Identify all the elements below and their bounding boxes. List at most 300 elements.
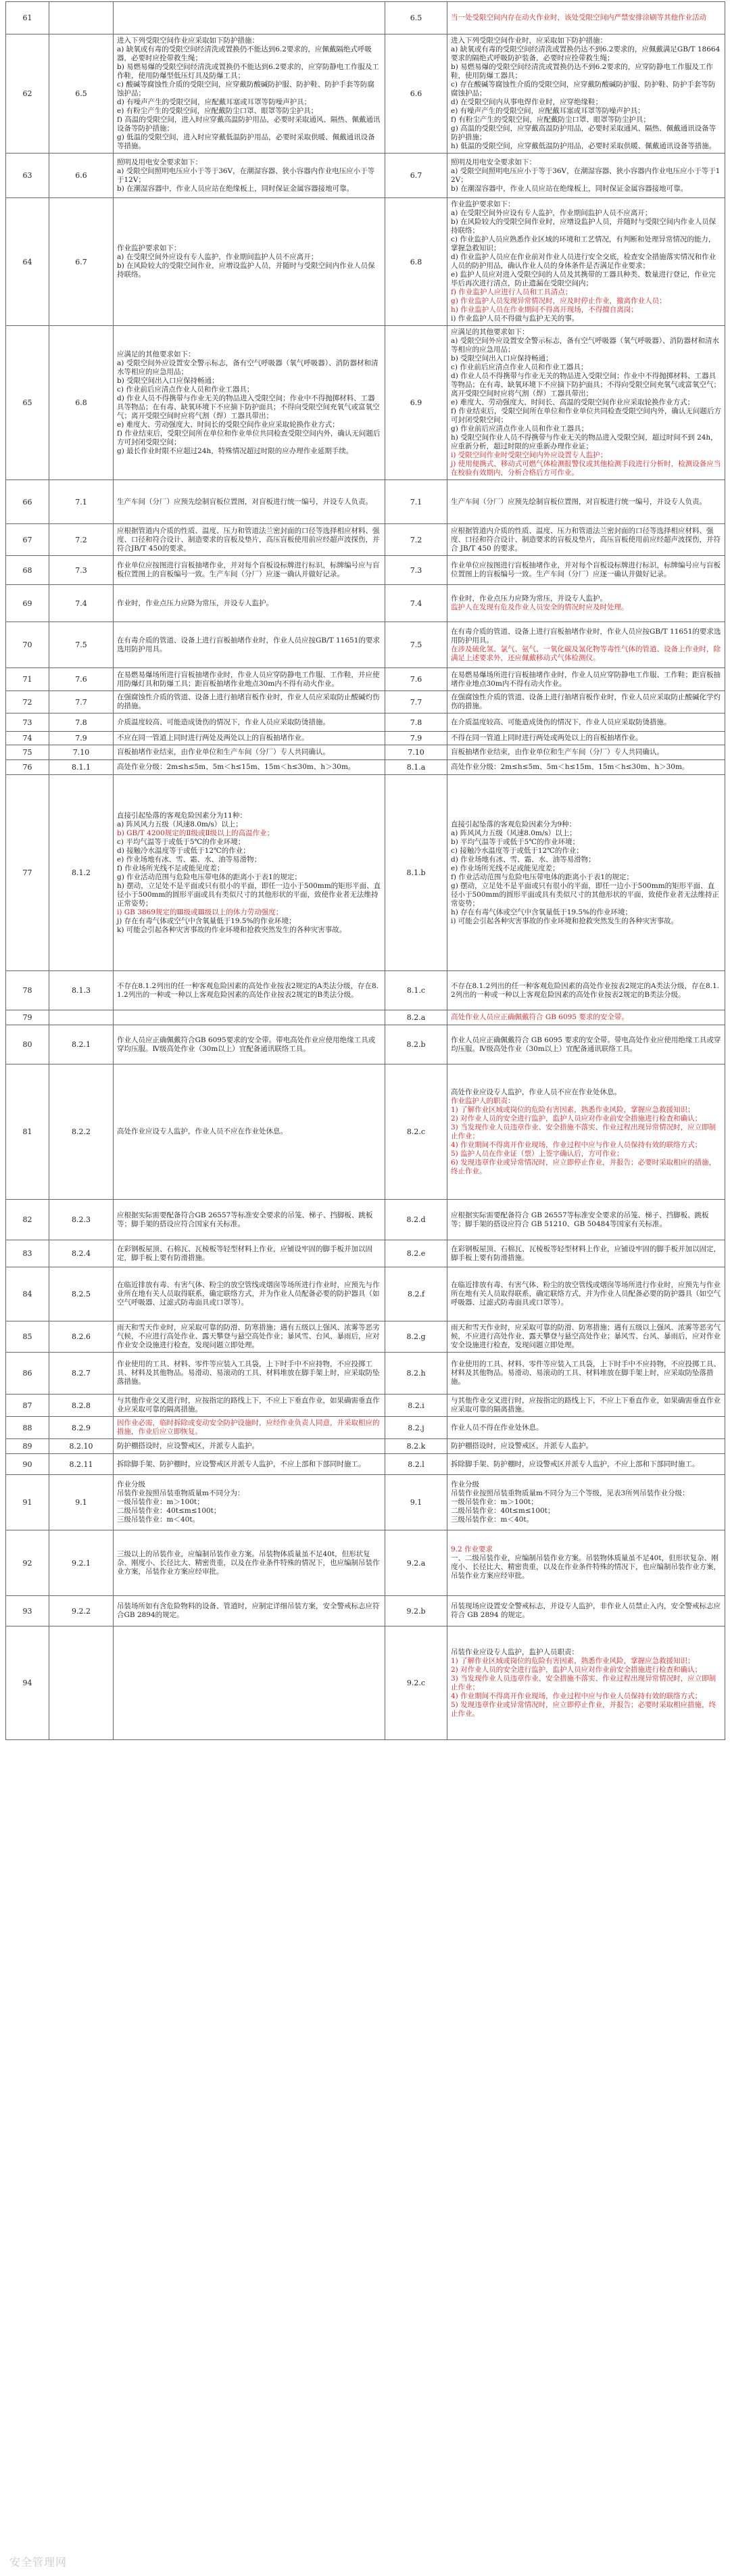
clause-text-line: h) 摆动，立足处不是平面或只有很小的平面，即任一边小于500mm的矩形平面、直径小于500mm的圆形平面或具有类似尺寸的其他形状的平面，致使作业者无法维持正常姿势； bbox=[117, 881, 381, 908]
clause-text-line: 直接引起坠落的客观危险因素分为9种： bbox=[451, 820, 577, 828]
clause-text-line: 作业时，作业点压力应降为常压，并设专人监护。 bbox=[451, 594, 607, 603]
clause-text-line: j) 使用便携式、移动式可燃气体检测报警仪或其他检测手段进行分析时，检测设备应当在校验有效期内，分析合格后方可作业。 bbox=[451, 460, 721, 477]
clause-text-line: 应根据实际需要配备符合GB 26557等标准安全要求的吊笼、梯子、挡脚板、跳板等；脚手架的搭设应符合国家有关标准。 bbox=[117, 1211, 373, 1228]
clause-text-line: 作业使用的工具、材料、零件等应装入工具袋，上下时手中不应持物，不应投掷工具、材料及其他物品。易滑动、易滚动的工具、材料堆放在脚手架上时，应采取防坠落措施。 bbox=[117, 1360, 380, 1386]
row-number: 84 bbox=[6, 1267, 49, 1321]
old-clause-text bbox=[114, 1010, 385, 1025]
clause-text-line: 应满足的其他要求如下： bbox=[117, 350, 195, 358]
old-clause-number bbox=[49, 1626, 114, 1740]
clause-text-line: f) 作业结束后，受限空间所在单位和作业单位共同检查受限空间内外，确认无问题后方可封闭受限空间； bbox=[451, 407, 721, 424]
row-number: 90 bbox=[6, 1454, 49, 1475]
table-row bbox=[6, 1240, 725, 1267]
clause-text-line: a) 受限空间外应设置安全警示标志，备有空气呼吸器（氧气呼吸器）、消防器材和清水等相应的应急用品； bbox=[117, 358, 379, 376]
old-clause-number: 7.9 bbox=[49, 732, 114, 745]
row-number: 80 bbox=[6, 1025, 49, 1064]
new-clause-text bbox=[447, 971, 725, 1010]
table-row bbox=[6, 732, 725, 745]
old-clause-number: 9.2.2 bbox=[49, 1596, 114, 1626]
row-number: 72 bbox=[6, 691, 49, 713]
clause-text-line: 因作业必需，临时拆除或变动安全防护设施时，应经作业负责人同意，并采取相应的措施，作业后应立即恢复。 bbox=[117, 1419, 380, 1436]
old-clause-text bbox=[114, 775, 385, 971]
clause-text-line: 6) 发现违章作业或异常情况时，应立即停止作业，并报告；必要时采取相应的措施，终止作业。 bbox=[451, 1158, 716, 1175]
old-clause-text bbox=[114, 2, 385, 34]
new-clause-number: 8.2.k bbox=[385, 1439, 447, 1454]
clause-text-line: 三级以上的吊装作业，应编制吊装作业方案。吊装物体质量虽不足40t，但形状复杂、刚度小、长径比大、精密贵重，以及在作业条件特殊的情况下，也应编制吊装作业方案，吊装作业方案应经审批。 bbox=[117, 1549, 380, 1576]
row-number: 88 bbox=[6, 1417, 49, 1439]
table-row bbox=[6, 198, 725, 326]
new-clause-number: 8.1.c bbox=[385, 971, 447, 1010]
clause-text-line: 在临近排放有毒、有害气体、粉尘的放空管线或烟囱等场所进行作业时，应预先与作业所在地有关人员取得联系，确定联络方式，并为作业人员配备必要的防护器具（如空气呼吸器、过滤式防毒面具或口罩等）。 bbox=[451, 1281, 721, 1307]
row-number: 74 bbox=[6, 732, 49, 745]
old-clause-text bbox=[114, 760, 385, 775]
clause-text-line: 高处作业应设专人监护，作业人员不应在作业处休息。 bbox=[117, 1127, 287, 1135]
clause-text-line: 高处作业分级：2m≤h≤5m、5m＜h≤15m、15m＜h≤30m、h＞30m。 bbox=[117, 763, 356, 771]
clause-text-line: d) 接触冷水温度等于或低于12℃的作业； bbox=[117, 846, 250, 855]
clause-text-line: 4) 作业期间不得离开作业现场，作业过程中应与作业人员保持有效的联络方式； bbox=[451, 1140, 702, 1149]
new-clause-text bbox=[447, 1321, 725, 1353]
table-row bbox=[6, 1267, 725, 1321]
clause-text-line: i) GB 3869规定的Ⅲ级或Ⅲ级以上的体力劳动强度； bbox=[117, 908, 283, 916]
clause-text-line: 雨天和雪天作业时，应采取可靠的防滑、防寒措施；遇有五级以上强风、浓雾等恶劣气候，不应进行高处作业、露天攀登与悬空高处作业；暴风雪、台风、暴雨后，应对作业安全设施进行检查，发现问题立即处理。 bbox=[117, 1324, 380, 1349]
clause-text-line: 在有毒介质的管道、设备上进行盲板抽堵作业时，作业人员应按GB/T 11651的要求选用防护用具。 bbox=[451, 627, 721, 645]
clause-text-line: 5) 发现违章作业或异常情况时，应立即停止作业，并报告；必要时采取相应措施，终止作业。 bbox=[451, 1700, 716, 1718]
clause-text-line: 盲板抽堵作业结束，由作业单位和生产车间（分厂）专人共同确认。 bbox=[117, 748, 330, 756]
old-clause-text bbox=[114, 585, 385, 622]
clause-text-line: 在临近排放有毒、有害气体、粉尘的放空管线或烟囱等场所进行作业时，应预先与作业所在地有关人员取得联系，确定联络方式，并为作业人员配备必要的防护器具（如空气呼吸器、过滤式防毒面具或口罩等）。 bbox=[117, 1281, 380, 1307]
old-clause-number: 8.2.5 bbox=[49, 1267, 114, 1321]
new-clause-text bbox=[447, 1267, 725, 1321]
clause-text-line: 一级吊装作业：m＞100t； bbox=[117, 1498, 204, 1506]
new-clause-number: 8.2.f bbox=[385, 1267, 447, 1321]
new-clause-number: 6.8 bbox=[385, 198, 447, 326]
clause-text-line: 1) 了解作业区域或岗位的危险有害因素，熟悉作业风险，掌握应急救援知识； bbox=[451, 1105, 695, 1114]
clause-text-line: 2) 对作业人员的安全进行监护，监护人员应对作业前安全措施进行检查和确认； bbox=[451, 1114, 702, 1123]
clause-text-line: 吊装作业应设专人监护，监护人员职责： bbox=[451, 1647, 579, 1656]
clause-text-line: 作业人员应正确佩戴符合 GB 6095 要求的安全带。带电高处作业应使用绝缘工具或穿均压服。Ⅳ级高处作业（30m以上）宜配备通讯联络工具。 bbox=[451, 1035, 721, 1053]
new-clause-text bbox=[447, 556, 725, 585]
clause-text-line: 不得在同一管道上同时进行两处或两处以上的盲板抽堵作业。 bbox=[451, 734, 643, 742]
old-clause-number: 7.10 bbox=[49, 745, 114, 760]
row-number: 65 bbox=[6, 326, 49, 480]
clause-text-line: 吊装作业按照吊装重物质量m不同分为： bbox=[117, 1489, 245, 1497]
clause-text-line: b) 受限空间出入口应保持畅通； bbox=[117, 376, 219, 385]
new-clause-number: 8.2.h bbox=[385, 1353, 447, 1395]
clause-text-line: b) GB/T 4200规定的Ⅱ级或Ⅱ级以上的高温作业； bbox=[117, 828, 274, 837]
clause-text-line: b) 易燃易爆的受限空间经清洗或置换仍达不到6.2要求的，应穿防静电工作服及工作鞋，使用防爆工器具； bbox=[451, 63, 713, 80]
table-row bbox=[6, 1395, 725, 1417]
old-clause-number: 8.1.2 bbox=[49, 775, 114, 971]
old-clause-text bbox=[114, 1353, 385, 1395]
clause-text-line: g) 摆动，立足处不是平面或只有很小的平面，即任一边小于500mm的矩形平面、直径小于500mm的圆形平面或具有类似尺寸的其他形状的平面，致使作业者无法维持正常姿势； bbox=[451, 881, 719, 908]
old-clause-number: 8.2.4 bbox=[49, 1240, 114, 1267]
clause-text-line: a) 阵风风力五级（风速8.0m/s）以上； bbox=[117, 820, 243, 828]
old-clause-number: 7.4 bbox=[49, 585, 114, 622]
old-clause-number: 7.8 bbox=[49, 713, 114, 732]
row-number: 69 bbox=[6, 585, 49, 622]
table-row bbox=[6, 326, 725, 480]
clause-text-line: 在彩钢板屋顶、石棉瓦、瓦棱板等轻型材料上作业，应铺设牢固的脚手板并加以固定，脚手板上要有防滑措施。 bbox=[451, 1244, 721, 1262]
table-row bbox=[6, 1454, 725, 1475]
new-clause-text bbox=[447, 622, 725, 668]
old-clause-text bbox=[114, 971, 385, 1010]
table-row bbox=[6, 971, 725, 1010]
new-clause-number: 8.2.j bbox=[385, 1417, 447, 1439]
table-body bbox=[6, 2, 725, 1740]
new-clause-number: 6.5 bbox=[385, 2, 447, 34]
old-clause-text bbox=[114, 668, 385, 691]
clause-text-line: d) 在受限空间内从事电焊作业时，应穿绝缘鞋； bbox=[451, 98, 603, 106]
old-clause-number: 9.2.1 bbox=[49, 1530, 114, 1596]
row-number: 78 bbox=[6, 971, 49, 1010]
table-row bbox=[6, 34, 725, 154]
clause-text-line: g) 作业监护人员发现异常情况时，应及时停止作业，撤离作业人员； bbox=[451, 297, 666, 305]
clause-text-line: 作业单位应按图进行盲板抽堵作业，并对每个盲板设标牌进行标识，标牌编号应与盲板位置图上的盲板编号一致。生产车间（分厂）应逐一确认并做好记录。 bbox=[451, 561, 721, 578]
clause-text-line: a) 阵风风力五级（风速8.0m/s）以上； bbox=[451, 828, 577, 837]
clause-text-line: 拆除脚手架、防护棚时，应设警戒区并派专人监护，不应上部和下部同时施工。 bbox=[451, 1459, 700, 1468]
new-clause-text bbox=[447, 154, 725, 198]
clause-text-line: b) 在风险较大的受限空间作业时，应增设监护人员，并随时与受限空间内作业人员保持联络； bbox=[451, 218, 716, 235]
new-clause-number: 7.3 bbox=[385, 556, 447, 585]
old-clause-number: 8.2.1 bbox=[49, 1025, 114, 1064]
clause-text-line: i) 作业监护人员不得做与监护无关的事。 bbox=[451, 314, 579, 323]
new-clause-text bbox=[447, 760, 725, 775]
clause-text-line: 应根据管道内介质的性质、温度、压力和管道法兰密封面的口径等选择相应材料、强度、口径和符合设计、制造要求的盲板及垫片，高压盲板使用前应经超声波探伤，并符合 JB/T 450 的要求。 bbox=[451, 526, 721, 553]
old-clause-text bbox=[114, 745, 385, 760]
old-clause-text bbox=[114, 1240, 385, 1267]
table-row bbox=[6, 691, 725, 713]
table-row bbox=[6, 760, 725, 775]
clause-text-line: d) 有噪声产生的受限空间，应配戴耳塞或耳罩等防噪声护具； bbox=[117, 98, 312, 106]
clause-text-line: c) 作业前后应清点作业人员和作业工器具； bbox=[451, 363, 588, 371]
new-clause-number: 8.2.d bbox=[385, 1200, 447, 1240]
clause-text-line: 在强腐蚀性介质的管道、设备上进行抽堵盲板作业时，作业人员应采取防止酸碱灼伤的措施。 bbox=[117, 693, 380, 710]
clause-text-line: 高处作业人员应正确佩戴符合 GB 6095 要求的安全带。 bbox=[451, 1013, 629, 1021]
clause-text-line: 监护人在发现有危及作业人员安全的情况时应及时处理。 bbox=[451, 603, 629, 611]
old-clause-text bbox=[114, 1417, 385, 1439]
new-clause-text bbox=[447, 1417, 725, 1439]
clause-text-line: 一级吊装作业：m＞100t； bbox=[451, 1498, 538, 1506]
new-clause-number: 7.5 bbox=[385, 622, 447, 668]
clause-text-line: 3) 当发现作业人员违章作业、安全措施不落实、作业过程出现异常情况时，应立即制止作业； bbox=[451, 1123, 716, 1140]
row-number: 77 bbox=[6, 775, 49, 971]
new-clause-text bbox=[447, 1596, 725, 1626]
new-clause-text bbox=[447, 668, 725, 691]
table-row bbox=[6, 1596, 725, 1626]
old-clause-text bbox=[114, 1025, 385, 1064]
old-clause-text bbox=[114, 34, 385, 154]
old-clause-number: 8.2.11 bbox=[49, 1454, 114, 1475]
clause-text-line: 拆除脚手架、防护棚时，应设警戒区并派专人监护，不应上部和下部同时施工。 bbox=[117, 1459, 366, 1468]
row-number: 68 bbox=[6, 556, 49, 585]
row-number: 79 bbox=[6, 1010, 49, 1025]
clause-text-line: a) 缺氧或有毒的受限空间经清洗或置换仍不能达到6.2要求的，应佩戴隔绝式呼吸器，必要时应拴带救生绳； bbox=[117, 45, 372, 62]
new-clause-text bbox=[447, 1454, 725, 1475]
clause-text-line: 4) 作业期间不得离开作业现场，作业过程中应与作业人员保持有效的联络方式； bbox=[451, 1691, 702, 1700]
new-clause-number: 9.2.c bbox=[385, 1626, 447, 1740]
watermark-text: 安全管理网 bbox=[9, 2556, 68, 2569]
clause-text-line: 当一处受限空间内存在动火作业时，该处受限空间内严禁安排涂刷等其他作业活动 bbox=[451, 14, 706, 22]
clause-text-line: k) 可能会引起各种灾害事故的作业环境和抢救突然发生的各种灾害事故。 bbox=[117, 925, 347, 934]
new-clause-number: 9.1 bbox=[385, 1475, 447, 1530]
clause-text-line: 在易燃易爆场所进行盲板抽堵作业时，作业人员应穿防静电工作服、工作鞋；距盲板抽堵作业地点30m内不得有动火作业。 bbox=[451, 670, 721, 688]
clause-text-line: 盲板抽堵作业结束，由作业单位和生产车间（分厂）专人共同确认。 bbox=[451, 748, 664, 756]
clause-text-line: g) 作业前后应清点作业人员和作业工器具； bbox=[451, 425, 589, 433]
clause-text-line: j) 存在有毒气体或空气中含氧量低于19.5%的作业环境； bbox=[117, 916, 296, 925]
old-clause-number: 8.2.3 bbox=[49, 1200, 114, 1240]
new-clause-number: 8.2.i bbox=[385, 1395, 447, 1417]
old-clause-text bbox=[114, 1626, 385, 1740]
old-clause-number: 7.3 bbox=[49, 556, 114, 585]
old-clause-text bbox=[114, 713, 385, 732]
table-row bbox=[6, 775, 725, 971]
clause-text-line: a) 缺氧或有毒的受限空间经清洗或置换仍达不到6.2要求的，应佩戴满足GB/T 18664要求的隔绝式呼吸防护装备，必要时应拴带救生绳； bbox=[451, 45, 721, 62]
old-clause-number: 8.2.8 bbox=[49, 1395, 114, 1417]
new-clause-text bbox=[447, 480, 725, 524]
clause-text-line: 作业人员不得在作业处休息。 bbox=[451, 1423, 543, 1432]
row-number: 62 bbox=[6, 34, 49, 154]
clause-text-line: 作业监护要求如下： bbox=[117, 244, 181, 252]
clause-text-line: 作业时，作业点压力应降为常压，并设专人监护。 bbox=[117, 599, 273, 607]
clause-text-line: 防护棚搭设时，应设警戒区，并派专人监护。 bbox=[117, 1442, 259, 1450]
new-clause-text bbox=[447, 2, 725, 34]
clause-text-line: 不应在同一管道上同时进行两处及两处以上的盲板抽堵作业。 bbox=[117, 734, 309, 742]
new-clause-text bbox=[447, 585, 725, 622]
clause-text-line: b) 在潮湿容器中，作业人员应站在绝缘板上，同时保证金属容器接地可靠。 bbox=[451, 184, 688, 193]
new-clause-number: 7.4 bbox=[385, 585, 447, 622]
table-row bbox=[6, 1626, 725, 1740]
old-clause-text bbox=[114, 732, 385, 745]
clause-text-line: a) 受限空间照明电压应小于等于36V，在潮湿容器、狭小容器内作业电压应小于等于12V； bbox=[117, 166, 375, 184]
row-number: 89 bbox=[6, 1439, 49, 1454]
new-clause-text bbox=[447, 1025, 725, 1064]
clause-text-line: b) 受限空间出入口应保持畅通； bbox=[451, 354, 553, 362]
new-clause-number: 7.8 bbox=[385, 713, 447, 732]
old-clause-number: 7.5 bbox=[49, 622, 114, 668]
clause-text-line: e) 监护人员应对进入受限空间的人员及其携带的工器具种类、数量进行登记，作业完毕后再次进行清点，防止遗漏在受限空间内； bbox=[451, 271, 716, 287]
row-number: 93 bbox=[6, 1596, 49, 1626]
clause-text-line: h) 受限空间作业人员不得携带与作业无关的物品进入受限空间，超过时间不到 24h，应重新分析，超过时限的应重新办理作业证； bbox=[451, 434, 718, 450]
new-clause-text bbox=[447, 1439, 725, 1454]
new-clause-text bbox=[447, 691, 725, 713]
row-number: 70 bbox=[6, 622, 49, 668]
clause-text-line: d) 作业场地有冰、雪、霜、水、油等易滑物； bbox=[451, 855, 595, 864]
clause-text-line: 照明及用电安全要求如下： bbox=[117, 158, 202, 166]
old-clause-number: 7.1 bbox=[49, 480, 114, 524]
clause-text-line: f) 作业结束后，受限空间所在单位和作业单位共同检查受限空间内外，确认无问题后方可封闭受限空间； bbox=[117, 429, 381, 446]
old-clause-text bbox=[114, 556, 385, 585]
new-clause-number: 6.7 bbox=[385, 154, 447, 198]
clause-text-line: 高处作业应设专人监护，作业人员不应在作业处休息。 bbox=[451, 1087, 621, 1096]
clause-text-line: 生产车间（分厂）应预先绘制盲板位置图，对盲板进行统一编号，并设专人负责。 bbox=[451, 497, 706, 506]
old-clause-number: 7.2 bbox=[49, 524, 114, 556]
clause-text-line: 应根据管道内介质的性质、温度、压力和管道法兰密封面的口径等选择相应材料、强度、口径和符合设计、制造要求的盲板及垫片，高压盲板使用前应经超声波探伤，并符合JB/T 450的要求。 bbox=[117, 526, 380, 553]
new-clause-number: 8.1.b bbox=[385, 775, 447, 971]
old-clause-text bbox=[114, 198, 385, 326]
row-number: 81 bbox=[6, 1064, 49, 1200]
row-number: 82 bbox=[6, 1200, 49, 1240]
old-clause-number: 8.2.7 bbox=[49, 1353, 114, 1395]
new-clause-text bbox=[447, 1010, 725, 1025]
clause-text-line: 9.2 作业要求 bbox=[451, 1545, 493, 1553]
clause-text-line: 介质温度较高、可能造成烫伤的情况下，作业人员应采取防烫措施。 bbox=[117, 718, 330, 726]
old-clause-text bbox=[114, 1530, 385, 1596]
clause-text-line: 在易燃易爆场所进行盲板抽堵作业时，作业人员应穿防静电工作服、工作鞋，并应使用防爆灯具和防爆工具；距盲板抽堵作业地点30m内不得有动火作业。 bbox=[117, 670, 380, 688]
old-clause-text bbox=[114, 1454, 385, 1475]
old-clause-text bbox=[114, 1064, 385, 1200]
clause-text-line: 在有毒介质的管道、设备上进行盲板抽堵作业时，作业人员应按GB/T 11651的要求选用防护用具。 bbox=[117, 636, 380, 653]
clause-text-line: h) 作业监护人员在作业期间不得离开现场，不得擅自离岗； bbox=[451, 306, 638, 314]
row-number: 87 bbox=[6, 1395, 49, 1417]
old-clause-text bbox=[114, 154, 385, 198]
row-number: 75 bbox=[6, 745, 49, 760]
clause-text-line: c) 接触冷水温度等于或低于12℃的作业； bbox=[451, 846, 583, 855]
old-clause-text bbox=[114, 524, 385, 556]
new-clause-text bbox=[447, 1475, 725, 1530]
new-clause-number: 6.9 bbox=[385, 326, 447, 480]
clause-text-line: 不存在8.1.2列出的任一种客观危险因素的高处作业按表2规定的A类法分级，存在8.1.2列出的一种或一种以上客观危险因素的高处作业按表2规定的B类法分级。 bbox=[117, 981, 379, 999]
old-clause-text bbox=[114, 1321, 385, 1353]
clause-text-line: f) 有粉尘产生的受限空间，应配戴防尘口罩、眼罩等防尘护具； bbox=[451, 116, 650, 124]
clause-text-line: d) 作业人员不得携带与作业无关的物品进入受限空间；作业中不得抛掷材料、工器具等物品；在有毒、缺氧环境下不应摘下防护面具；不得向受限空间充氧气或富氧空气；离开受限空间时应将气割（焊）工器具带出； bbox=[451, 372, 721, 398]
old-clause-number: 8.1.3 bbox=[49, 971, 114, 1010]
clause-text-line: e) 作业场地有冰、雪、霜、水、油等易滑物； bbox=[117, 855, 262, 864]
clause-text-line: a) 受限空间照明电压应小于等于36V，在潮湿容器、狭小容器内作业电压应小于等于12V； bbox=[451, 166, 721, 184]
row-number: 91 bbox=[6, 1475, 49, 1530]
new-clause-text bbox=[447, 1240, 725, 1267]
old-clause-number: 8.1.1 bbox=[49, 760, 114, 775]
clause-text-line: 三级吊装作业：m＜40t。 bbox=[117, 1516, 200, 1524]
new-clause-text bbox=[447, 34, 725, 154]
new-clause-number: 8.2.g bbox=[385, 1321, 447, 1353]
clause-text-line: c) 平均气温等于或低于5℃的作业环境； bbox=[117, 837, 245, 846]
table-row bbox=[6, 713, 725, 732]
table-row bbox=[6, 2, 725, 34]
table-row bbox=[6, 524, 725, 556]
new-clause-number: 7.1 bbox=[385, 480, 447, 524]
old-clause-number: 6.8 bbox=[49, 326, 114, 480]
table-row bbox=[6, 1321, 725, 1353]
clause-text-line: 吊装作业按照吊装重物质量m不同分为三个等级，见表3所列吊装作业分级： bbox=[451, 1489, 689, 1497]
table-row bbox=[6, 1530, 725, 1596]
clause-text-line: 二级吊装作业：40t≤m≤100t； bbox=[117, 1507, 221, 1515]
clause-text-line: 与其他作业交叉进行时，应按指定的路线上下，不应上下垂直作业，如果确需垂直作业应采取可靠的隔离措施。 bbox=[117, 1397, 380, 1413]
new-clause-text bbox=[447, 1064, 725, 1200]
new-clause-number: 8.2.l bbox=[385, 1454, 447, 1475]
clause-text-line: 在彩钢板屋顶、石棉瓦、瓦棱板等轻型材料上作业，应铺设牢固的脚手板并加以固定，脚手板上要有防滑措施。 bbox=[117, 1244, 372, 1262]
clause-text-line: 二级吊装作业：40t≤m≤100t； bbox=[451, 1507, 555, 1515]
new-clause-number: 7.10 bbox=[385, 745, 447, 760]
clause-text-line: e) 有噪声产生的受限空间，应配戴耳塞或耳罩等防噪声护具； bbox=[451, 107, 645, 115]
clause-text-line: 作业分级 bbox=[451, 1480, 479, 1489]
row-number: 63 bbox=[6, 154, 49, 198]
clause-text-line: e) 难度大、劳动强度大、时间长、高温的受限空间作业应采取轮换作业方式； bbox=[451, 398, 695, 406]
clause-text-line: 作业监护要求如下： bbox=[451, 200, 515, 208]
table-row bbox=[6, 556, 725, 585]
table-row bbox=[6, 585, 725, 622]
new-clause-number: 8.2.e bbox=[385, 1240, 447, 1267]
clause-text-line: 高处作业分级：2m≤h≤5m、5m＜h≤15m、15m＜h≤30m、h＞30m。 bbox=[451, 763, 689, 771]
clause-text-line: 直接引起坠落的客观危险因素分为11种： bbox=[117, 811, 247, 820]
new-clause-number: 9.2.b bbox=[385, 1596, 447, 1626]
old-clause-text bbox=[114, 622, 385, 668]
old-clause-number: 6.7 bbox=[49, 198, 114, 326]
row-number: 73 bbox=[6, 713, 49, 732]
new-clause-text bbox=[447, 775, 725, 971]
old-clause-number: 8.2.6 bbox=[49, 1321, 114, 1353]
clause-text-line: f) 高温的受限空间，进入时应穿戴高温防护用品，必要时采取通风、隔热、佩戴通讯设备等防护措施； bbox=[117, 116, 381, 133]
table-row bbox=[6, 154, 725, 198]
new-clause-text bbox=[447, 1353, 725, 1395]
clause-text-line: 作业人员应正确佩戴符合GB 6095要求的安全带。带电高处作业应使用绝缘工具或穿均压服。Ⅳ级高处作业（30m以上）宜配备通讯联络工具。 bbox=[117, 1035, 376, 1053]
clause-text-line: g) 低温的受限空间，进入时应穿戴低温防护用品，必要时采取供暖、佩戴通讯设备等措施。 bbox=[117, 133, 375, 150]
new-clause-text bbox=[447, 732, 725, 745]
clause-text-line: 与其他作业交叉进行时，应按指定的路线上下，不应上下垂直作业，如果确需垂直作业应采取可靠的隔离措施。 bbox=[451, 1397, 721, 1413]
clause-text-line: b) 在潮湿容器中，作业人员应站在绝缘板上，同时保证金属容器接地可靠。 bbox=[117, 184, 354, 193]
table-row bbox=[6, 1417, 725, 1439]
table-row bbox=[6, 1353, 725, 1395]
clause-text-line: 不存在8.1.2列出的任一种客观危险因素的高处作业按表2规定的A类法分级，存在8.1.2列出的一种或一种以上客观危险因素的高处作业按表2规定的B类法分级。 bbox=[451, 981, 720, 999]
clause-text-line: b) 易燃易爆的受限空间经清洗或置换仍不能达到6.2要求的，应穿防静电工作服及工作鞋，使用防爆型低压灯具及防爆工具； bbox=[117, 63, 379, 80]
clause-text-line: b) 在风险较大的受限空间作业，应增设监护人员，并随时与受限空间内作业人员保持联络。 bbox=[117, 262, 375, 279]
old-clause-text bbox=[114, 1439, 385, 1454]
clause-text-line: 5) 监护人员在作业证（票）上签字确认后，方可作业； bbox=[451, 1149, 624, 1158]
row-number: 61 bbox=[6, 2, 49, 34]
standard-comparison-table bbox=[5, 1, 725, 1740]
row-number: 85 bbox=[6, 1321, 49, 1353]
row-number: 92 bbox=[6, 1530, 49, 1596]
new-clause-number: 7.6 bbox=[385, 668, 447, 691]
old-clause-number: 8.2.2 bbox=[49, 1064, 114, 1200]
clause-text-line: d) 作业人员不得携带与作业无关的物品进入受限空间；作业中不得抛掷材料、工器具等物品；在有毒、缺氧环境下不应摘下防护面具；不得向受限空间充氧气或富氧空气；离开受限空间时应将气割（焊）工器具带出； bbox=[117, 394, 380, 420]
clause-text-line: e) 有粉尘产生的受限空间，应配戴防尘口罩、眼罩等防尘护具； bbox=[117, 107, 318, 115]
row-number: 64 bbox=[6, 198, 49, 326]
clause-text-line: 在涉及硫化氢、氯气、氨气、一氧化碳及氰化物等毒性气体的管道、设备上作业时，除满足上述要求外，还应佩戴移动式气体检测仪。 bbox=[451, 645, 721, 662]
old-clause-text bbox=[114, 326, 385, 480]
new-clause-number: 8.2.c bbox=[385, 1064, 447, 1200]
clause-text-line: 一、二级吊装作业，应编制吊装作业方案。吊装物体质量虽不足40t，但形状复杂、刚度小、长径比大、精密贵重，以及在作业条件特殊的情况下，也应编制吊装作业方案，吊装作业方案应经审批。 bbox=[451, 1554, 721, 1580]
clause-text-line: 作业分级 bbox=[117, 1480, 145, 1489]
table-row bbox=[6, 622, 725, 668]
clause-text-line: i) 受限空间作业时受限空间内外应设置专人监护； bbox=[451, 451, 608, 459]
new-clause-number: 7.7 bbox=[385, 691, 447, 713]
table-row bbox=[6, 480, 725, 524]
new-clause-text bbox=[447, 1626, 725, 1740]
old-clause-text bbox=[114, 1395, 385, 1417]
clause-text-line: 进入下列受限空间作业应采取如下防护措施： bbox=[117, 37, 259, 45]
clause-text-line: e) 难度大、劳动强度大、时间长的受限空间作业应采取轮换作业方式； bbox=[117, 420, 339, 429]
new-clause-number: 6.6 bbox=[385, 34, 447, 154]
clause-text-line: h) 低温的受限空间，应穿戴低温防护用品，必要时采取供暖、佩戴通讯设备等措施。 bbox=[451, 142, 716, 150]
new-clause-text bbox=[447, 1395, 725, 1417]
clause-text-line: e) 作业场所光线不足或能见度差； bbox=[451, 864, 560, 872]
old-clause-text bbox=[114, 1475, 385, 1530]
new-clause-number: 8.2.b bbox=[385, 1025, 447, 1064]
old-clause-number: 8.2.9 bbox=[49, 1417, 114, 1439]
old-clause-number: 7.6 bbox=[49, 668, 114, 691]
new-clause-number: 7.2 bbox=[385, 524, 447, 556]
row-number: 83 bbox=[6, 1240, 49, 1267]
new-clause-text bbox=[447, 1530, 725, 1596]
row-number: 86 bbox=[6, 1353, 49, 1395]
old-clause-number: 6.5 bbox=[49, 34, 114, 154]
old-clause-number: 6.6 bbox=[49, 154, 114, 198]
clause-text-line: a) 在受限空间外应设有专人监护，作业期间监护人员不应离开； bbox=[451, 209, 652, 217]
table-row bbox=[6, 668, 725, 691]
old-clause-number: 9.1 bbox=[49, 1475, 114, 1530]
new-clause-text bbox=[447, 745, 725, 760]
clause-text-line: 在强腐蚀性介质的管道、设备上进行抽堵盲板作业时，作业人员应采取防止酸碱化学灼伤的措施。 bbox=[451, 693, 721, 710]
clause-text-line: f) 作业场所光线不足或能见度差； bbox=[117, 864, 224, 872]
